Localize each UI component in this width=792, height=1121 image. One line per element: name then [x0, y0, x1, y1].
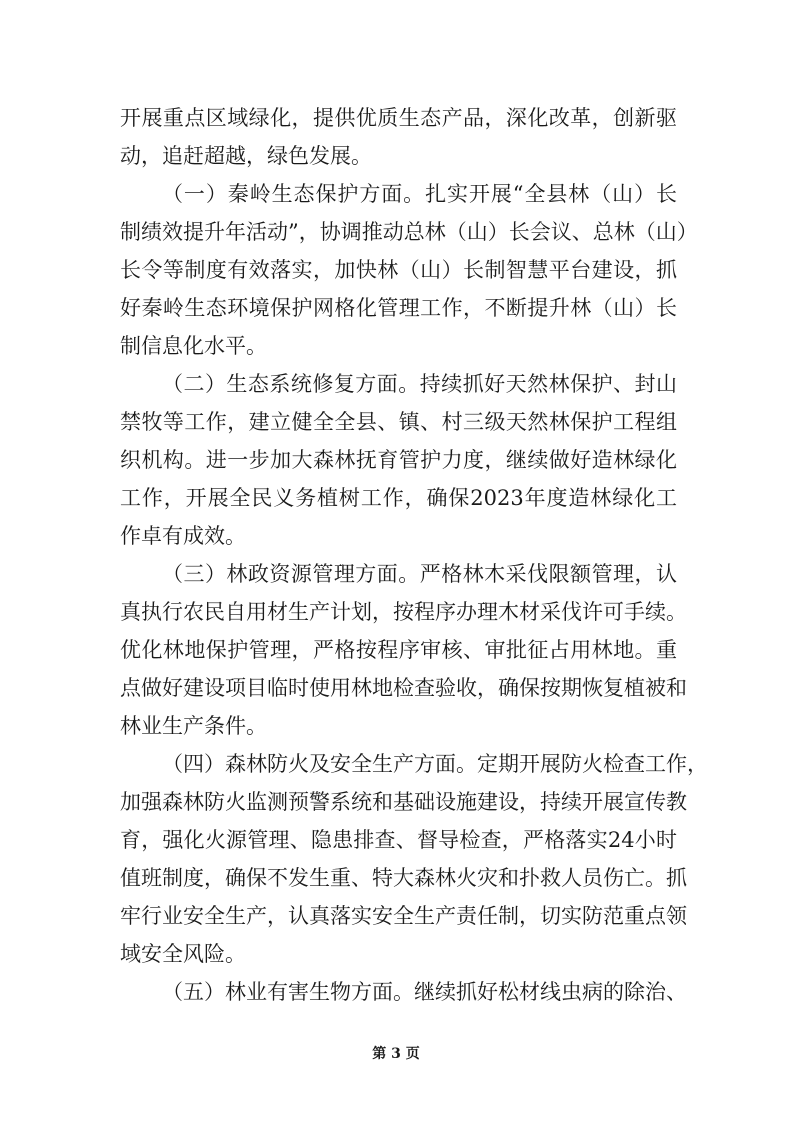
text-line: 牢行业安全生产，认真落实安全生产责任制，切实防范重点领 [120, 904, 687, 928]
text-line: 工作，开展全民义务植树工作，确保2023年度造林绿化工 [120, 486, 677, 510]
text-line: 长令等制度有效落实，加快林（山）长制智慧平台建设，抓 [120, 258, 677, 282]
page-number: 第 3 页 [372, 1046, 420, 1062]
text-line: 制绩效提升年活动”，协调推动总林（山）长会议、总林（山） [120, 220, 698, 244]
text-line: 值班制度，确保不发生重、特大森林火灾和扑救人员伤亡。抓 [120, 866, 687, 890]
text-line: 优化林地保护管理，严格按程序审核、审批征占用林地。重 [120, 638, 677, 662]
text-line: 制信息化水平。 [120, 334, 267, 358]
text-line: 动，追赶超越，绿色发展。 [120, 144, 372, 168]
paragraph-heading-line: （四）森林防火及安全生产方面。定期开展防火检查工作， [162, 752, 708, 776]
text-line: 好秦岭生态环境保护网格化管理工作，不断提升林（山）长 [120, 296, 677, 320]
text-line: 禁牧等工作，建立健全全县、镇、村三级天然林保护工程组 [120, 410, 677, 434]
paragraph-heading-line: （二）生态系统修复方面。持续抓好天然林保护、封山 [162, 372, 677, 396]
text-line: 开展重点区域绿化，提供优质生态产品，深化改革，创新驱 [120, 106, 677, 130]
text-line: 作卓有成效。 [120, 524, 246, 548]
paragraph-heading-line: （一）秦岭生态保护方面。扎实开展“全县林（山）长 [162, 182, 677, 206]
text-line: 点做好建设项目临时使用林地检查验收，确保按期恢复植被和 [120, 676, 687, 700]
text-line: 育，强化火源管理、隐患排查、督导检查，严格落实24小时 [120, 828, 677, 852]
text-line: 真执行农民自用材生产计划，按程序办理木材采伐许可手续。 [120, 600, 687, 624]
text-line: 织机构。进一步加大森林抚育管护力度，继续做好造林绿化 [120, 448, 677, 472]
text-line: 林业生产条件。 [120, 714, 267, 738]
paragraph-heading-line: （五）林业有害生物方面。继续抓好松材线虫病的除治、 [162, 980, 687, 1004]
paragraph-heading-line: （三）林政资源管理方面。严格林木采伐限额管理，认 [162, 562, 677, 586]
text-line: 加强森林防火监测预警系统和基础设施建设，持续开展宣传教 [120, 790, 687, 814]
text-line: 域安全风险。 [120, 942, 246, 966]
